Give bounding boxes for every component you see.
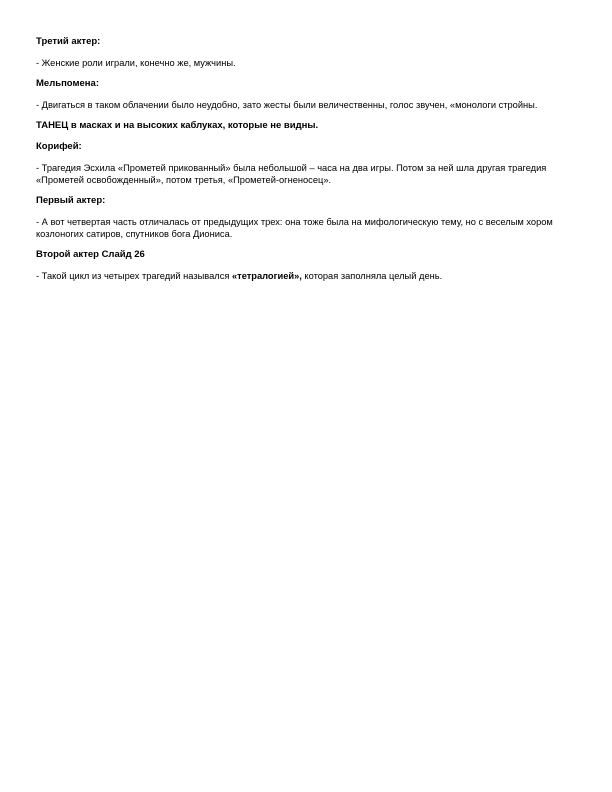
- speaker-third-actor: Третий актер:: [36, 36, 101, 47]
- line-second-actor-after: которая заполняла целый день.: [301, 271, 443, 281]
- speaker-melpomene: Мельпомена:: [36, 78, 99, 89]
- stage-direction-dance: ТАНЕЦ в масках и на высоких каблуках, которые не видны.: [36, 120, 319, 131]
- line-third-actor: - Женские роли играли, конечно же, мужчины.: [36, 58, 236, 68]
- line-second-actor: [36, 270, 568, 282]
- speaker-second-actor-slide: Второй актер Слайд 26: [36, 249, 145, 260]
- line-second-actor-before: - Такой цикл из четырех трагедий назывался: [36, 271, 232, 281]
- line-first-actor: - А вот четвертая часть отличалась от предыдущих трех: она тоже была на мифологическую тему, но с веселым хором козлоногих сатиров, спутников бога Диониса.: [36, 217, 553, 239]
- line-coryphaeus: - Трагедия Эсхила «Прометей прикованный» была небольшой – часа на два игры. Потом за ней шла другая трагедия «Прометей освобожденный», потом третья, «Прометей-огненосец».: [36, 163, 547, 185]
- speaker-coryphaeus: Корифей:: [36, 141, 82, 152]
- speaker-first-actor: Первый актер:: [36, 195, 106, 206]
- term-tetralogy: «тетралогией»,: [231, 271, 302, 281]
- line-melpomene: - Двигаться в таком облачении было неудобно, зато жесты были величественны, голос звучен, «монологи стройны.: [36, 100, 538, 110]
- document-page: [36, 36, 568, 291]
